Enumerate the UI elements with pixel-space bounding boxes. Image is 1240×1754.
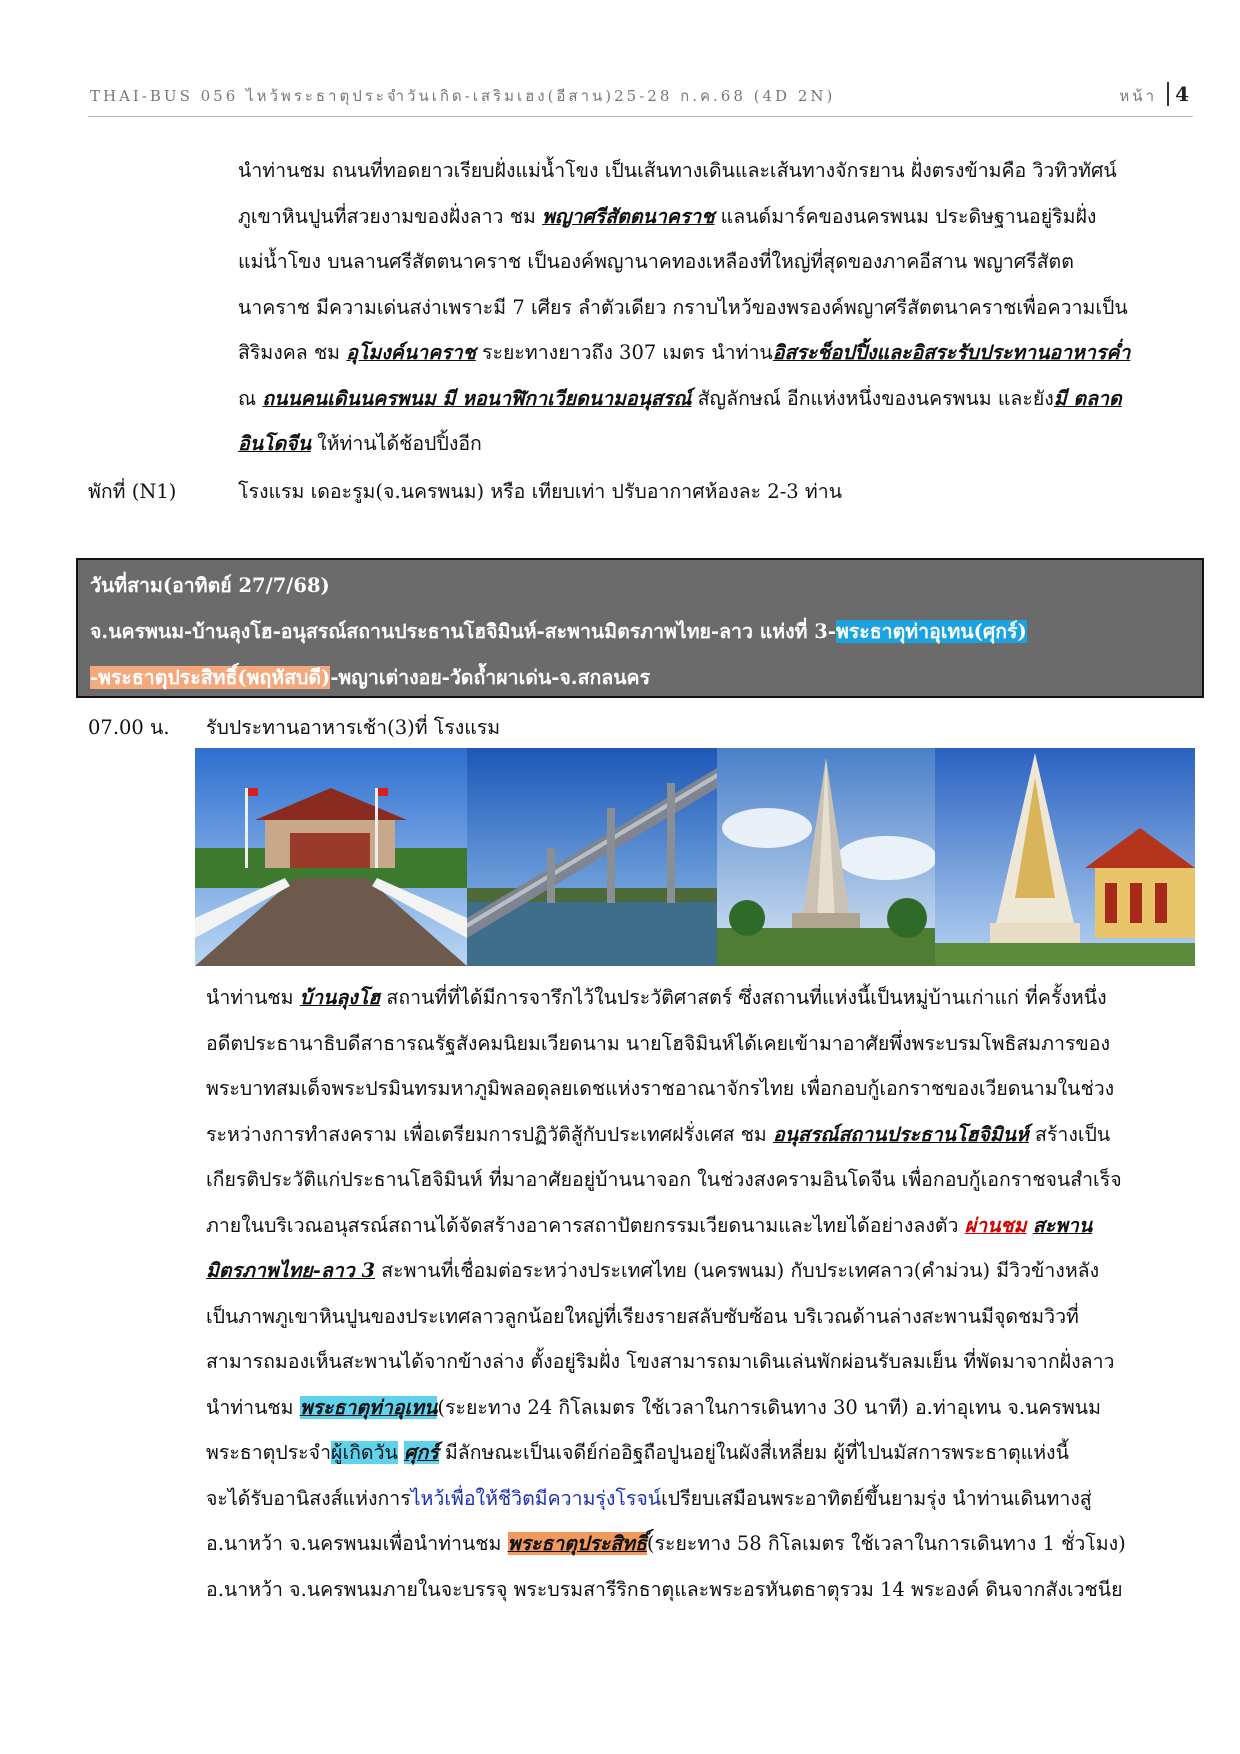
highlight-place: อนุสรณ์สถานประธานโฮจิมินห์ <box>773 1122 1029 1146</box>
photo-strip <box>195 748 1195 966</box>
text-line: แม่น้ำโขง บนลานศรีสัตตนาคราช เป็นองค์พญานาคทองเหลืองที่ใหญ่ที่สุดของภาคอีสาน พญาศรีสัตต <box>238 250 1074 273</box>
highlight-place: พญาศรีสัตตนาคราช <box>542 204 715 228</box>
highlight-friday: ศุกร์ <box>404 1441 439 1464</box>
highlight-pass-by: ผ่านชม <box>964 1213 1027 1237</box>
highlight-place: มิตรภาพไทย-ลาว 3 <box>206 1259 376 1282</box>
text-line: อ.นาหว้า จ.นครพนมภายในจะบรรจุ พระบรมสารีริกธาตุและพระอรหันตธาตุรวม 14 พระองค์ ดินจากสังเวชนีย <box>206 1577 1123 1601</box>
text-line: สิริมงคล ชม อุโมงค์นาคราช ระยะทางยาวถึง 307 เมตร นำท่านอิสระช็อปปิ้งและอิสระรับประทานอาหารค่ำ <box>238 341 1131 364</box>
highlight-place: ถนนคนเดินนครพนม มี หอนาฬิกาเวียดนามอนุสรณ์ <box>262 386 692 410</box>
day-header-box <box>76 558 1204 698</box>
text-line: พระบาทสมเด็จพระปรมินทรมหาภูมิพลอดุลยเดชแห่งราชอาณาจักรไทย เพื่อกอบกู้เอกราชของเวียดนามในช่วง <box>206 1077 1115 1100</box>
friendship-bridge-photo <box>467 748 717 966</box>
text-line: ระหว่างการทำสงคราม เพื่อเตรียมการปฏิวัติสู้กับประเทศฝรั่งเศส ชม อนุสรณ์สถานประธานโฮจิมินห์ สร้างเป็น <box>206 1122 1111 1146</box>
text-line: อ.นาหว้า จ.นครพนมเพื่อนำท่านชม พระธาตุประสิทธิ์(ระยะทาง 58 กิโลเมตร ใช้เวลาในการเดินทาง 1 ชั่วโมง) <box>206 1532 1126 1555</box>
text-line: มิตรภาพไทย-ลาว 3 สะพานที่เชื่อมต่อระหว่างประเทศไทย (นครพนม) กับประเทศลาว(คำม่วน) มีวิวข้างหลัง <box>206 1259 1100 1282</box>
highlight-place: บ้านลุงโฮ <box>299 986 381 1009</box>
text-line: ภูเขาหินปูนที่สวยงามของฝั่งลาว ชม พญาศรีสัตตนาคราช แลนด์มาร์คของนครพนม ประดิษฐานอยู่ริมฝั่ง <box>238 204 1097 228</box>
text-line: สามารถมองเห็นสะพานได้จากข้างล่าง ตั้งอยู่ริมฝั่ง โขงสามารถมาเดินเล่นพักผ่อนรับลมเย็น ที่พัดมาจากฝั่งลาว <box>206 1350 1115 1373</box>
highlight-activity: อิสระช็อปปิ้งและอิสระรับประทานอาหารค่ำ <box>772 341 1131 364</box>
highlight-place: อุโมงค์นาคราช <box>346 341 476 364</box>
body-paragraph <box>206 975 1126 1612</box>
highlight-stupa-thursday: พระธาตุประสิทธิ์ <box>507 1532 647 1555</box>
highlight-place: อินโดจีน <box>238 432 311 455</box>
day-route-line-1: จ.นครพนม-บ้านลุงโฮ-อนุสรณ์สถานประธานโฮจิมินห์-สะพานมิตรภาพไทย-ลาว แห่งที่ 3-พระธาตุท่าอุเทน(ศุกร์) <box>90 620 1027 643</box>
text-line: นำท่านชม บ้านลุงโฮ สถานที่ที่ได้มีการจารึกไว้ในประวัติศาสตร์ ซึ่งสถานที่แห่งนี้เป็นหมู่บ้านเก่าแก่ ที่ครั้งหนึ่ง <box>206 986 1107 1009</box>
stay-label: พักที่ (N1) <box>88 480 177 503</box>
day-route-line-2: -พระธาตุประสิทธิ์(พฤหัสบดี)-พญาเต่างอย-วัดถ้ำผาเด่น-จ.สกลนคร <box>90 666 651 689</box>
that-prasit-stupa-photo <box>935 748 1195 966</box>
text-line: เกียรติประวัติแก่ประธานโฮจิมินห์ ที่มาอาศัยอยู่บ้านนาจอก ในช่วงสงครามอินโดจีน เพื่อกอบกู้เอกราชจนสำเร็จ <box>206 1168 1122 1191</box>
page-number: 4 <box>1167 82 1189 106</box>
highlight-day-born: ผู้เกิดวัน <box>331 1441 398 1464</box>
breakfast-time: 07.00 น. <box>88 716 170 739</box>
text-line: นาคราช มีความเด่นสง่าเพราะมี 7 เศียร ลำตัวเดียว กราบไหว้ของพรองค์พญาศรีสัตตนาคราชเพื่อความเป็น <box>238 295 1128 319</box>
that-uthen-stupa-photo <box>717 748 935 966</box>
text-line: อินโดจีน ให้ท่านได้ช้อปปิ้งอีก <box>238 432 482 455</box>
highlight-place: มี ตลาด <box>1053 386 1122 410</box>
text-line: นำท่านชม พระธาตุท่าอุเทน(ระยะทาง 24 กิโลเมตร ใช้เวลาในการเดินทาง 30 นาที) อ.ท่าอุเทน จ.นครพนม <box>206 1395 1101 1419</box>
text-line: นำท่านชม ถนนที่ทอดยาวเรียบฝั่งแม่น้ำโขง เป็นเส้นทางเดินและเส้นทางจักรยาน ฝั่งตรงข้ามคือ วิวทิวทัศน์ <box>238 159 1117 182</box>
page-label: หน้า <box>1119 87 1157 105</box>
stay-text: โรงแรม เดอะรูม(จ.นครพนม) หรือ เทียบเท่า ปรับอากาศห้องละ 2-3 ท่าน <box>238 480 843 503</box>
highlight-stupa-friday: พระธาตุท่าอุเทน <box>299 1395 438 1419</box>
text-line: จะได้รับอานิสงส์แห่งการไหว้เพื่อให้ชีวิตมีความรุ่งโรจน์เปรียบเสมือนพระอาทิตย์ขึ้นยามรุ่ง นำท่านเดินทางสู่ <box>206 1486 1092 1510</box>
text-line: อดีตประธานาธิบดีสาธารณรัฐสังคมนิยมเวียดนาม นายโฮจิมินห์ได้เคยเข้ามาอาศัยพึ่งพระบรมโพธิสมภารของ <box>206 1031 1110 1055</box>
document-title: THAI-BUS 056 ไหว้พระธาตุประจำวันเกิด-เสริมเฮง(อีสาน)25-28 ก.ค.68 (4D 2N) <box>90 87 836 105</box>
highlight-stupa-friday: พระธาตุท่าอุเทน(ศุกร์) <box>835 620 1027 643</box>
text-line: เป็นภาพภูเขาหินปูนของประเทศลาวลูกน้อยใหญ่ที่เรียงรายสลับซับซ้อน บริเวณด้านล่างสะพานมีจุดชมวิวที่ <box>206 1304 1079 1328</box>
page-header <box>88 82 1193 117</box>
stay-row <box>88 476 176 507</box>
ho-chi-minh-memorial-photo <box>195 748 467 966</box>
highlight-stupa-thursday: -พระธาตุประสิทธิ์(พฤหัสบดี) <box>90 666 331 689</box>
text-line: ณ ถนนคนเดินนครพนม มี หอนาฬิกาเวียดนามอนุสรณ์ สัญลักษณ์ อีกแห่งหนึ่งของนครพนม และยังมี ตลาด <box>238 386 1122 410</box>
text-line: ภายในบริเวณอนุสรณ์สถานได้จัดสร้างอาคารสถาปัตยกรรมเวียดนามและไทยได้อย่างลงตัว ผ่านชม สะพาน <box>206 1213 1093 1237</box>
highlight-blessing: ไหว้เพื่อให้ชีวิตมีความรุ่งโรจน์ <box>410 1486 662 1510</box>
highlight-place: สะพาน <box>1032 1213 1093 1237</box>
intro-paragraph <box>238 148 1130 467</box>
breakfast-text: รับประทานอาหารเช้า(3)ที่ โรงแรม <box>206 716 501 739</box>
text-line: พระธาตุประจำผู้เกิดวัน ศุกร์ มีลักษณะเป็นเจดีย์ก่ออิฐถือปูนอยู่ในผังสี่เหลี่ยม ผู้ที่ไปนมัสการพระธาตุแห่งนี้ <box>206 1441 1069 1464</box>
day-title: วันที่สาม(อาทิตย์ 27/7/68) <box>90 574 330 597</box>
